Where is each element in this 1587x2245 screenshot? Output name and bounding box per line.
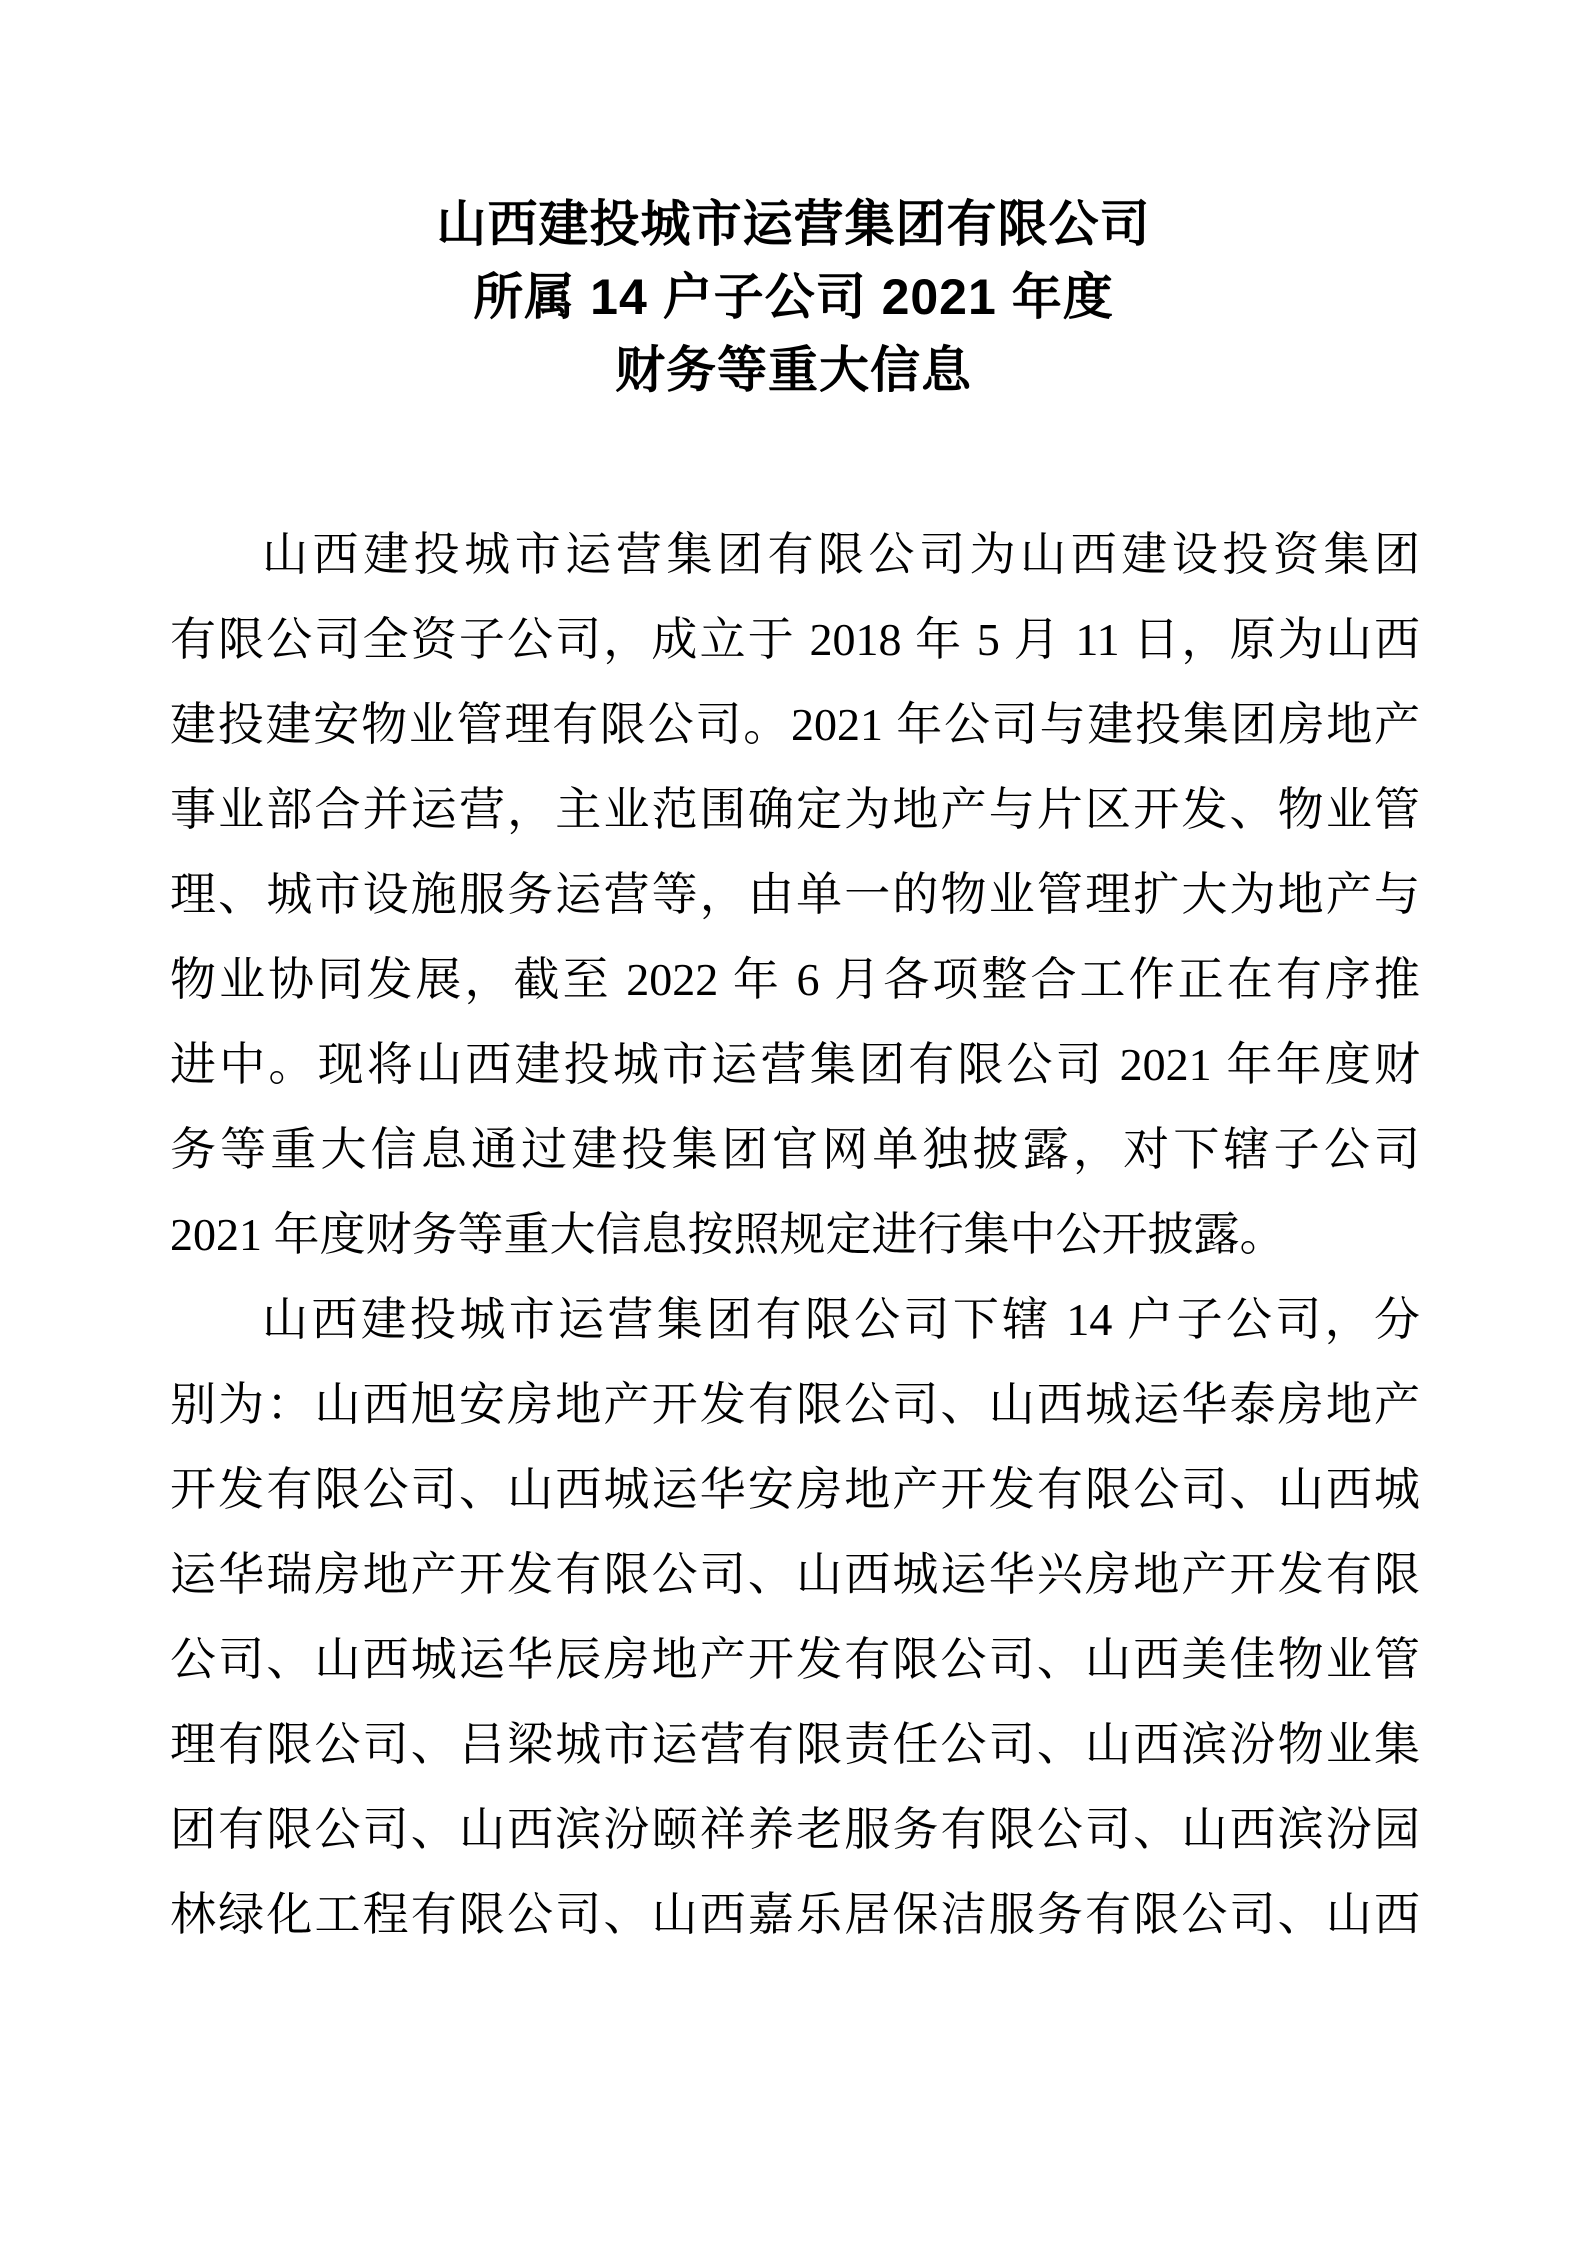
body-line-8: 务等重大信息通过建投集团官网单独披露，对下辖子公司 [170, 1124, 1420, 1175]
body-line-5: 理、城市设施服务运营等，由单一的物业管理扩大为地产与 [170, 869, 1420, 920]
body-line-6: 物业协同发展，截至 2022 年 6 月各项整合工作正在有序推 [170, 954, 1420, 1005]
body-line-3: 建投建安物业管理有限公司。2021 年公司与建投集团房地产 [170, 699, 1420, 750]
body-line-4: 事业部合并运营，主业范围确定为地产与片区开发、物业管 [170, 784, 1420, 835]
body-line-10: 山西建投城市运营集团有限公司下辖 14 户子公司，分 [262, 1294, 1420, 1345]
body-line-13: 运华瑞房地产开发有限公司、山西城运华兴房地产开发有限 [170, 1549, 1420, 1600]
body-line-7: 进中。现将山西建投城市运营集团有限公司 2021 年年度财 [170, 1039, 1420, 1090]
body-line-17: 林绿化工程有限公司、山西嘉乐居保洁服务有限公司、山西 [170, 1889, 1420, 1940]
title-line-1: 山西建投城市运营集团有限公司 [436, 196, 1151, 252]
title-line-3: 财务等重大信息 [615, 342, 972, 398]
body-line-12: 开发有限公司、山西城运华安房地产开发有限公司、山西城 [170, 1464, 1420, 1515]
body-line-11: 别为：山西旭安房地产开发有限公司、山西城运华泰房地产 [170, 1379, 1420, 1430]
body-line-16: 团有限公司、山西滨汾颐祥养老服务有限公司、山西滨汾园 [170, 1804, 1420, 1855]
body-line-1: 山西建投城市运营集团有限公司为山西建设投资集团 [262, 529, 1420, 580]
document-title [0, 188, 1587, 407]
body-line-14: 公司、山西城运华辰房地产开发有限公司、山西美佳物业管 [170, 1634, 1420, 1685]
body-line-9: 2021 年度财务等重大信息按照规定进行集中公开披露。 [170, 1209, 1286, 1260]
document-body [170, 512, 1420, 1957]
title-line-2: 所属 14 户子公司 2021 年度 [473, 269, 1114, 325]
body-line-2: 有限公司全资子公司，成立于 2018 年 5 月 11 日，原为山西 [170, 614, 1420, 665]
body-line-15: 理有限公司、吕梁城市运营有限责任公司、山西滨汾物业集 [170, 1719, 1420, 1770]
